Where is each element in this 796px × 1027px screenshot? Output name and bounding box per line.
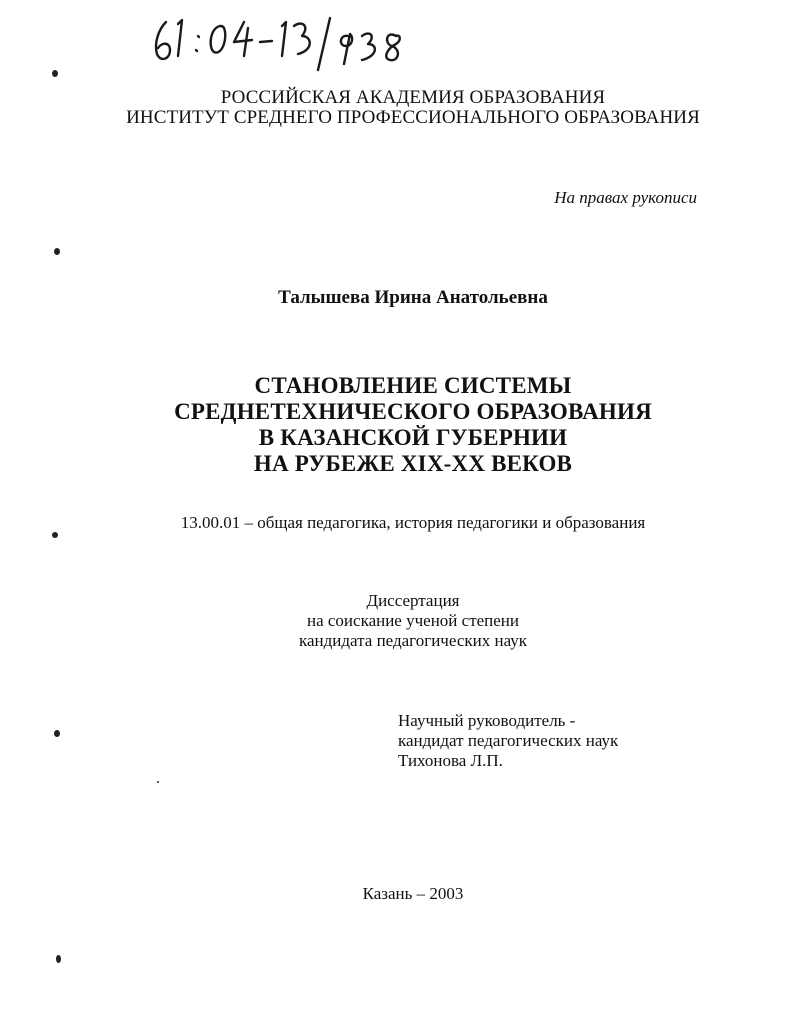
handwritten-inventory-number [148, 14, 418, 76]
org-name-institute: ИНСТИТУТ СРЕДНЕГО ПРОФЕССИОНАЛЬНОГО ОБРАЗОВАНИЯ [126, 107, 700, 128]
supervisor-name: Тихонова Л.П. [398, 751, 503, 770]
thesis-title-line-1: СТАНОВЛЕНИЕ СИСТЕМЫ [254, 373, 572, 398]
org-name-academy: РОССИЙСКАЯ АКАДЕМИЯ ОБРАЗОВАНИЯ [220, 87, 606, 108]
place-and-year: Казань – 2003 [362, 884, 464, 903]
supervisor-label: Научный руководитель - [398, 711, 576, 730]
thesis-title-line-2: СРЕДНЕТЕХНИЧЕСКОГО ОБРАЗОВАНИЯ [174, 399, 652, 424]
thesis-title-line-3: В КАЗАНСКОЙ ГУБЕРНИИ [258, 425, 568, 450]
margin-dot [52, 70, 58, 77]
margin-dot [56, 955, 61, 963]
thesis-title-line-4: НА РУБЕЖЕ XIX-XX ВЕКОВ [253, 451, 573, 476]
margin-dot [157, 781, 159, 783]
margin-dot [54, 730, 60, 737]
margin-dot [54, 248, 60, 255]
degree-name: кандидата педагогических наук [298, 631, 528, 650]
degree-purpose: на соискание ученой степени [306, 611, 520, 630]
specialty-code: 13.00.01 – общая педагогика, история педагогики и образования [180, 513, 646, 532]
supervisor-degree: кандидат педагогических наук [398, 731, 619, 750]
rights-note: На правах рукописи [554, 188, 697, 207]
handwritten-number-drawing [148, 14, 418, 76]
author-name: Талышева Ирина Анатольевна [278, 287, 548, 308]
dissertation-label: Диссертация [366, 591, 460, 610]
